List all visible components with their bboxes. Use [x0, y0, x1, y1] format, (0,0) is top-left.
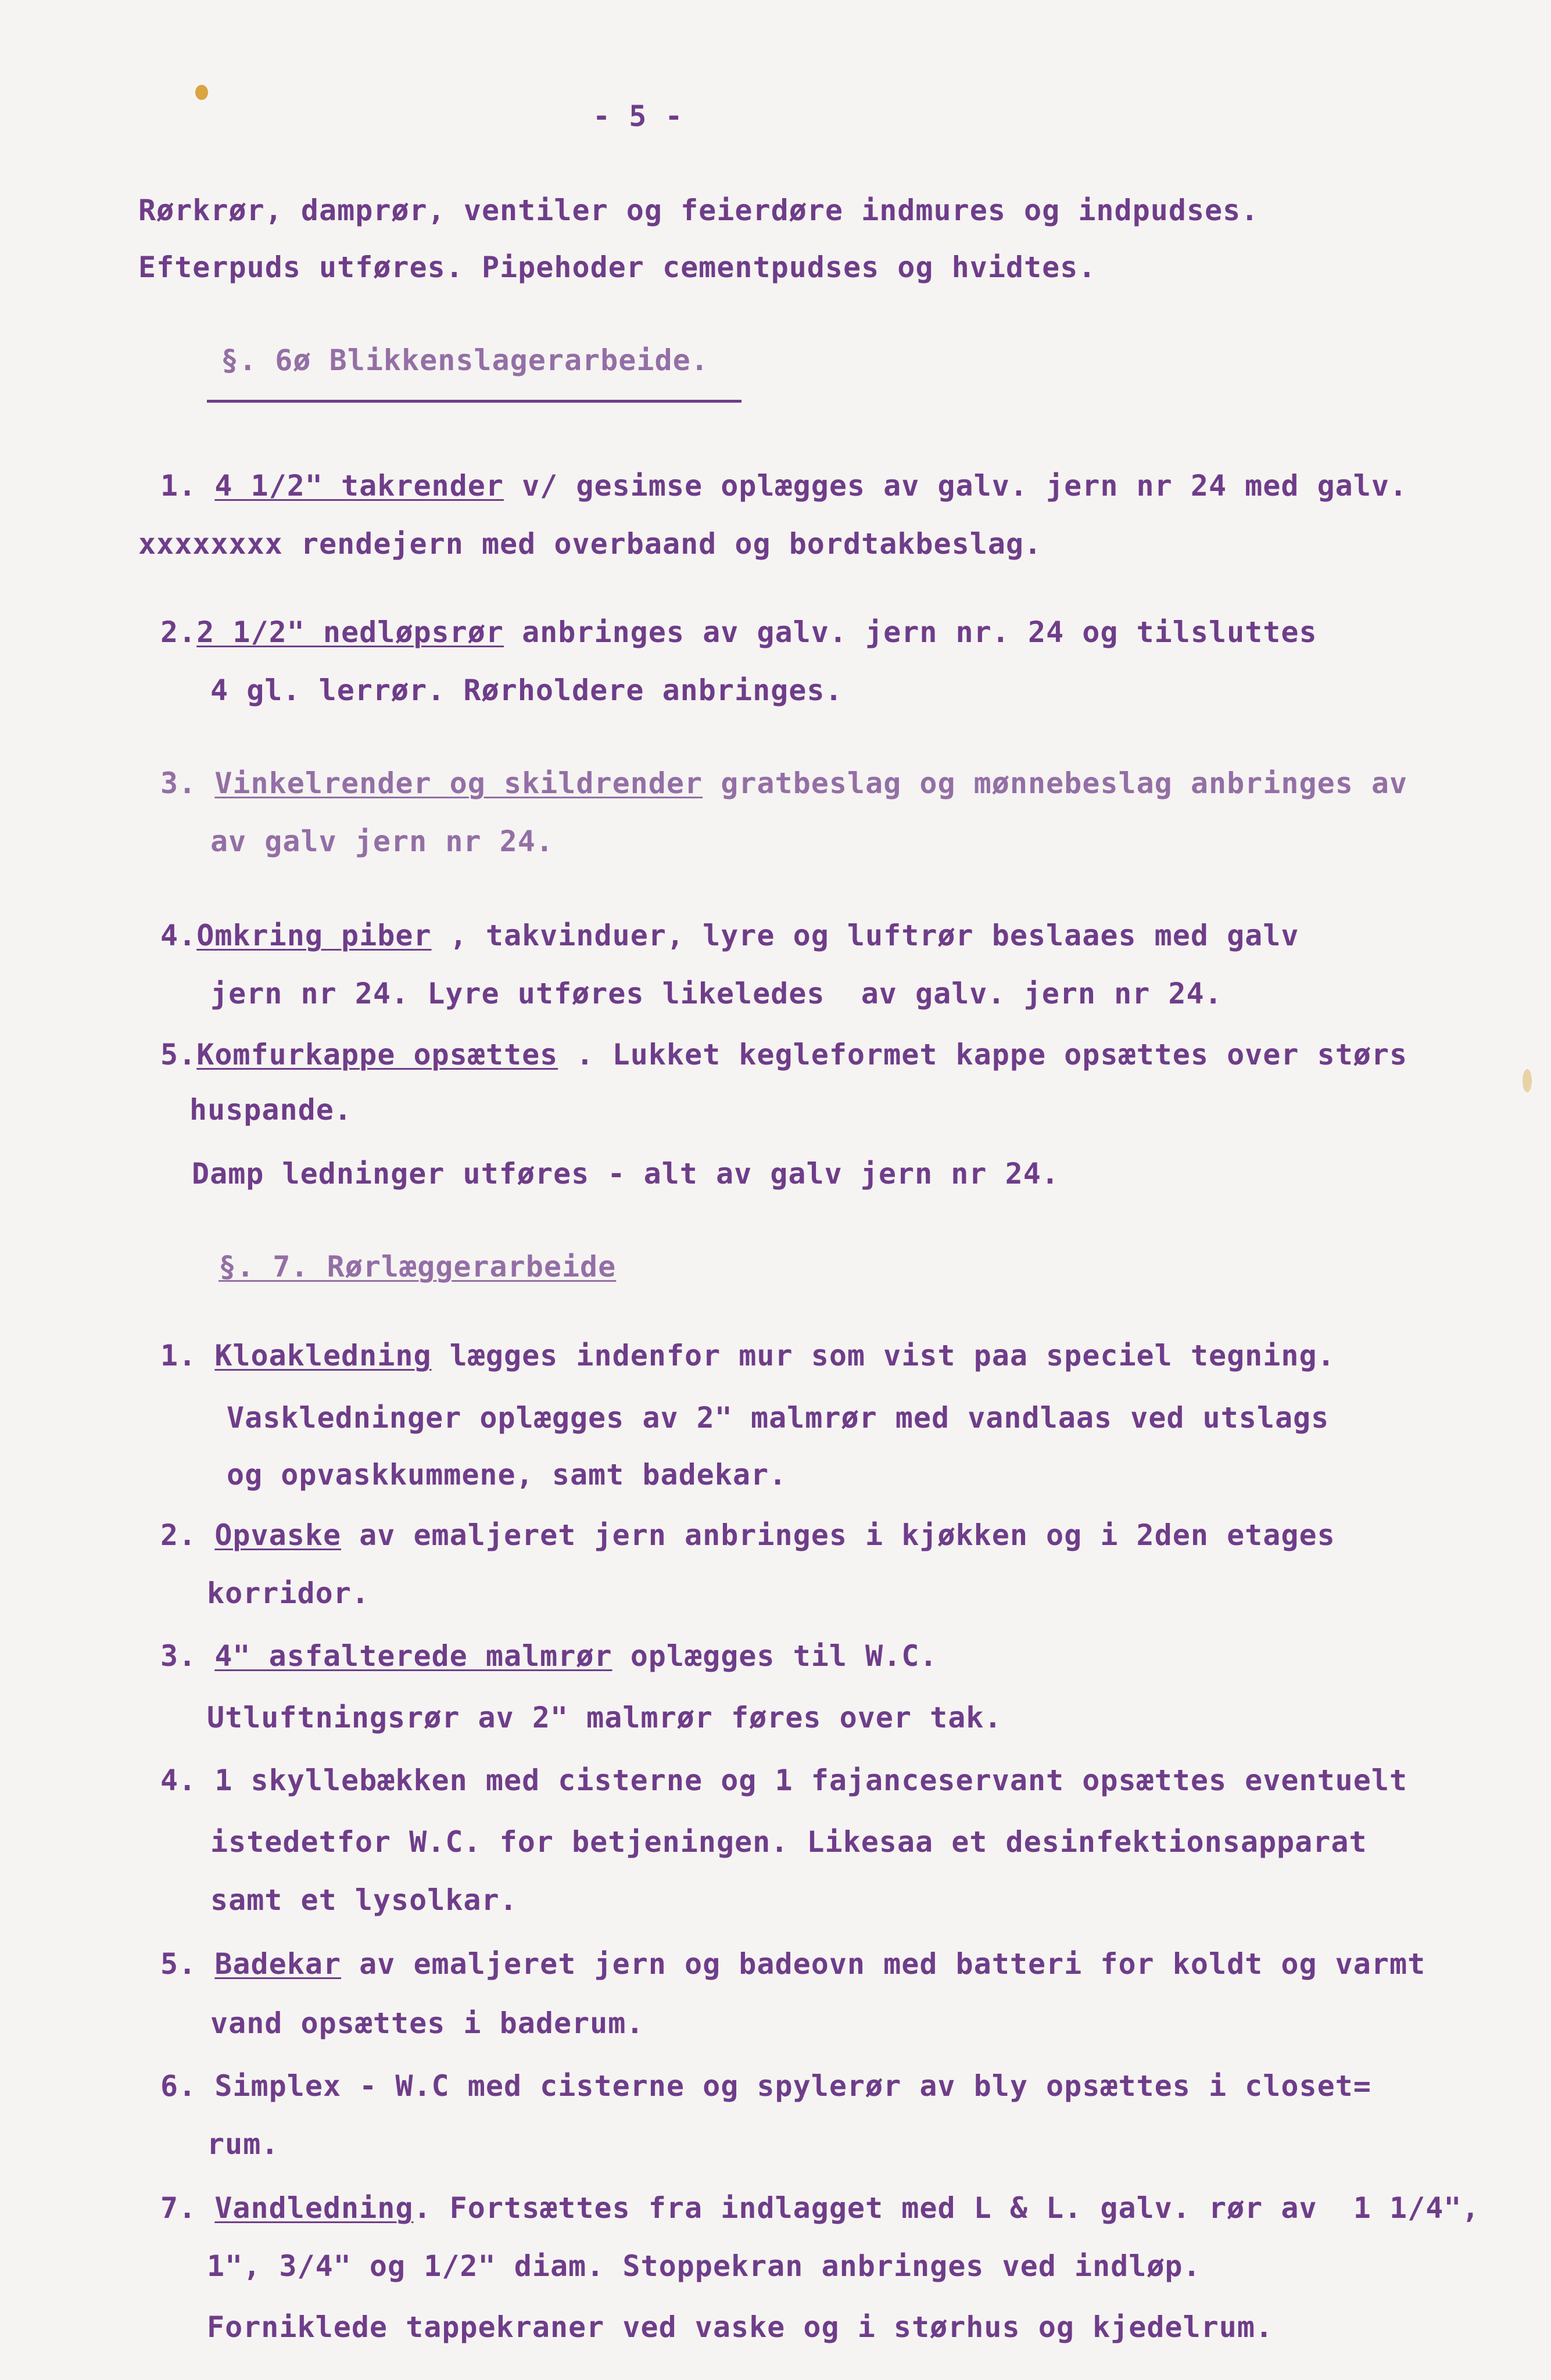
s7-item-6 [160, 2069, 1371, 2103]
item-title: Kloakledning [214, 1339, 432, 1372]
item-number: 1. [160, 1339, 197, 1372]
item-text: . Fortsættes fra indlagget med L & L. galv. rør av 1 1/4", [413, 2191, 1480, 2225]
s7-item-1 [160, 1338, 1335, 1373]
s7-item-4 [160, 1763, 1407, 1798]
item-number: 5. [160, 1038, 197, 1071]
paper-mark [1523, 1069, 1532, 1092]
intro-line-1: Rørkrør, damprør, ventiler og feierdøre indmures og indpudses. [138, 193, 1259, 227]
s6-item-2-cont: 4 gl. lerrør. Rørholdere anbringes. [210, 673, 843, 707]
section-6-rule [207, 400, 742, 403]
s7-item-5-cont: vand opsættes i baderum. [210, 2006, 644, 2040]
section-7-heading: §. 7. Rørlæggerarbeide [218, 1250, 617, 1284]
item-title: Vandledning [214, 2191, 414, 2225]
s7-item-2-cont: korridor. [207, 1576, 370, 1610]
item-text: anbringes av galv. jern nr. 24 og tilsluttes [503, 615, 1317, 649]
s7-item-1-cont-2: og opvaskkummene, samt badekar. [227, 1458, 787, 1492]
item-title: 2 1/2" nedløpsrør [196, 615, 504, 649]
item-title: Komfurkappe opsættes [196, 1038, 558, 1071]
s7-item-3 [160, 1639, 937, 1673]
item-number: 4. [160, 919, 197, 952]
s7-item-6-cont: rum. [207, 2127, 280, 2161]
s6-item-4 [160, 918, 1299, 953]
s6-item-3 [160, 766, 1407, 801]
s6-item-1 [160, 468, 1407, 503]
item-text: lægges indenfor mur som vist paa speciel tegning. [431, 1339, 1335, 1372]
s7-item-7-cont: 1", 3/4" og 1/2" diam. Stoppekran anbringes ved indløp. [207, 2249, 1201, 2283]
item-title: Omkring piber [196, 919, 432, 952]
s6-item-1-cont: xxxxxxxx rendejern med overbaand og bordtakbeslag. [138, 527, 1043, 561]
item-text: av emaljeret jern anbringes i kjøkken og i 2den etages [341, 1518, 1335, 1552]
item-number: 4. [160, 1764, 197, 1797]
item-text: gratbeslag og mønnebeslag anbringes av [703, 766, 1408, 800]
s7-item-4-cont: istedetfor W.C. for betjeningen. Likesaa et desinfektionsapparat [210, 1825, 1367, 1859]
item-title: 4" asfalterede malmrør [214, 1639, 612, 1673]
item-title: Vinkelrender og skildrender [214, 766, 703, 800]
s6-item-5-cont: huspande. [189, 1093, 352, 1127]
item-title: Opvaske [214, 1518, 342, 1552]
item-text: oplægges til W.C. [612, 1639, 938, 1673]
s7-item-7-cont-2: Forniklede tappekraner ved vaske og i størhus og kjedelrum. [207, 2310, 1274, 2344]
item-number: 2. [160, 615, 197, 649]
s6-item-5 [160, 1037, 1407, 1072]
s6-item-3-cont: av galv jern nr 24. [210, 825, 554, 858]
item-text: av emaljeret jern og badeovn med batteri for koldt og varmt [341, 1947, 1426, 1981]
s7-item-3-cont: Utluftningsrør av 2" malmrør føres over tak. [207, 1701, 1002, 1734]
item-number: 3. [160, 1639, 197, 1673]
item-text: 1 skyllebækken med cisterne og 1 fajanceservant opsættes eventuelt [214, 1764, 1408, 1797]
intro-line-2: Efterpuds utføres. Pipehoder cementpudses og hvidtes. [138, 250, 1097, 284]
ink-stain [195, 85, 208, 100]
item-number: 1. [160, 469, 197, 503]
item-title: 4 1/2" takrender [214, 469, 504, 503]
s7-item-1-cont: Vaskledninger oplægges av 2" malmrør med vandlaas ved utslags [227, 1401, 1330, 1435]
item-text: . Lukket kegleformet kappe opsættes over størs [558, 1038, 1408, 1071]
item-text: v/ gesimse oplægges av galv. jern nr 24 med galv. [503, 469, 1408, 503]
s7-item-5 [160, 1947, 1425, 1981]
s6-item-4-cont: jern nr 24. Lyre utføres likeledes av galv. jern nr 24. [210, 977, 1223, 1010]
s7-item-7 [160, 2191, 1480, 2225]
s6-item-5-cont-2: Damp ledninger utføres - alt av galv jern nr 24. [192, 1157, 1059, 1191]
item-text: , takvinduer, lyre og luftrør beslaaes med galv [431, 919, 1299, 952]
section-6-heading: §. 6ø Blikkenslagerarbeide. [221, 343, 709, 377]
s7-item-2 [160, 1518, 1335, 1553]
s7-item-4-cont-2: samt et lysolkar. [210, 1883, 518, 1917]
item-number: 7. [160, 2191, 197, 2225]
s6-item-2 [160, 615, 1317, 650]
item-text: Simplex - W.C med cisterne og spylerør av bly opsættes i closet= [214, 2069, 1371, 2103]
item-number: 2. [160, 1518, 197, 1552]
item-number: 3. [160, 766, 197, 800]
item-number: 5. [160, 1947, 197, 1981]
page-number: - 5 - [593, 99, 683, 133]
item-title: Badekar [214, 1947, 342, 1981]
item-number: 6. [160, 2069, 197, 2103]
